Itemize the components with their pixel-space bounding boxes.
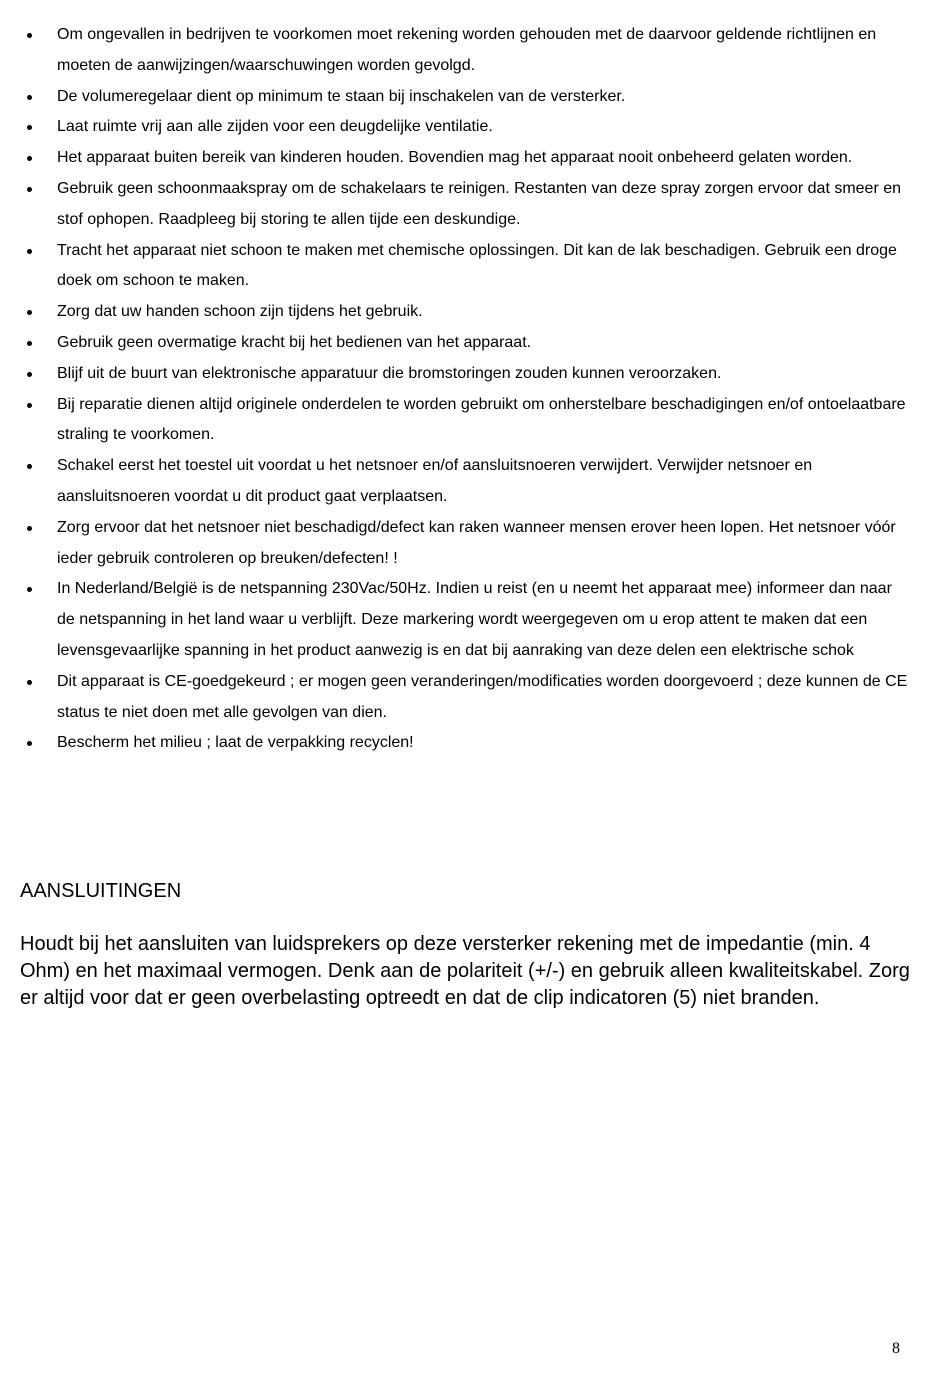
list-item-text: Dit apparaat is CE-goedgekeurd ; er mogen geen veranderingen/modificaties worden doorgevoerd ; deze kunnen de CE status te niet doen met alle gevolgen van dien. — [57, 672, 908, 721]
bullet-icon — [27, 310, 32, 315]
list-item-text: Gebruik geen overmatige kracht bij het bedienen van het apparaat. — [57, 333, 532, 351]
list-item-text: Zorg ervoor dat het netsnoer niet beschadigd/defect kan raken wanneer mensen erover heen lopen. Het netsnoer vóór ieder gebruik controleren op breuken/defecten! ! — [57, 518, 896, 567]
section-paragraph: Houdt bij het aansluiten van luidsprekers op deze versterker rekening met de impedantie (min. 4 Ohm) en het maximaal vermogen. Denk aan de polariteit (+/-) en gebruik alleen kwaliteitskabel. Zorg er altijd voor dat er geen overbelasting optreedt en dat de clip indicatoren (5) niet branden. — [20, 933, 910, 1009]
list-item-text: Laat ruimte vrij aan alle zijden voor een deugdelijke ventilatie. — [57, 118, 493, 136]
safety-instructions-list — [20, 20, 910, 759]
bullet-icon — [27, 372, 32, 377]
list-item-text: Het apparaat buiten bereik van kinderen houden. Bovendien mag het apparaat nooit onbeheerd gelaten worden. — [57, 149, 853, 167]
list-item — [20, 574, 910, 666]
bullet-icon — [27, 464, 32, 469]
list-item — [20, 82, 910, 113]
list-item-text: Tracht het apparaat niet schoon te maken met chemische oplossingen. Dit kan de lak beschadigen. Gebruik een droge doek om schoon te maken. — [57, 241, 897, 290]
bullet-icon — [27, 95, 32, 100]
list-item — [20, 297, 910, 328]
bullet-icon — [27, 341, 32, 346]
list-item-text: Zorg dat uw handen schoon zijn tijdens het gebruik. — [57, 303, 423, 321]
list-item-text: De volumeregelaar dient op minimum te staan bij inschakelen van de versterker. — [57, 87, 626, 105]
bullet-icon — [27, 187, 32, 192]
bullet-icon — [27, 741, 32, 746]
bullet-icon — [27, 680, 32, 685]
list-item-text: In Nederland/België is de netspanning 230Vac/50Hz. Indien u reist (en u neemt het apparaat mee) informeer dan naar de netspanning in het land waar u verblijft. Deze markering wordt weergegeven om u erop attent te maken dat een levensgevaarlijke spanning in het product aanwezig is en dat bij aanraking van deze delen een elektrische schok — [57, 580, 892, 659]
list-item-text: Bescherm het milieu ; laat de verpakking recyclen! — [57, 734, 414, 752]
list-item — [20, 513, 910, 575]
bullet-icon — [27, 249, 32, 254]
list-item-text: Om ongevallen in bedrijven te voorkomen moet rekening worden gehouden met de daarvoor geldende richtlijnen en moeten de aanwijzingen/waarschuwingen worden gevolgd. — [57, 26, 877, 74]
list-item — [20, 20, 910, 82]
list-item-text: Gebruik geen schoonmaakspray om de schakelaars te reinigen. Restanten van deze spray zorgen ervoor dat smeer en stof ophopen. Raadpleeg bij storing te allen tijde een deskundige. — [57, 179, 902, 228]
list-item — [20, 236, 910, 298]
bullet-icon — [27, 403, 32, 408]
list-item — [20, 451, 910, 513]
list-item-text: Blijf uit de buurt van elektronische apparatuur die bromstoringen zouden kunnen veroorzaken. — [57, 364, 722, 382]
list-item — [20, 667, 910, 729]
list-item-text: Schakel eerst het toestel uit voordat u het netsnoer en/of aansluitsnoeren verwijdert. Verwijder netsnoer en aansluitsnoeren voordat u dit product gaat verplaatsen. — [57, 457, 813, 505]
page-number: 8 — [892, 1340, 900, 1357]
list-item — [20, 112, 910, 143]
bullet-icon — [27, 587, 32, 592]
list-item — [20, 728, 910, 759]
bullet-icon — [27, 526, 32, 531]
list-item — [20, 174, 910, 236]
list-item-text: Bij reparatie dienen altijd originele onderdelen te worden gebruikt om onherstelbare beschadigingen en/of ontoelaatbare straling te voorkomen. — [57, 395, 906, 444]
list-item — [20, 143, 910, 174]
section-heading: AANSLUITINGEN — [20, 880, 182, 902]
bullet-icon — [27, 33, 32, 38]
list-item — [20, 359, 910, 390]
bullet-icon — [27, 125, 32, 130]
list-item — [20, 328, 910, 359]
list-item — [20, 390, 910, 452]
bullet-icon — [27, 156, 32, 161]
